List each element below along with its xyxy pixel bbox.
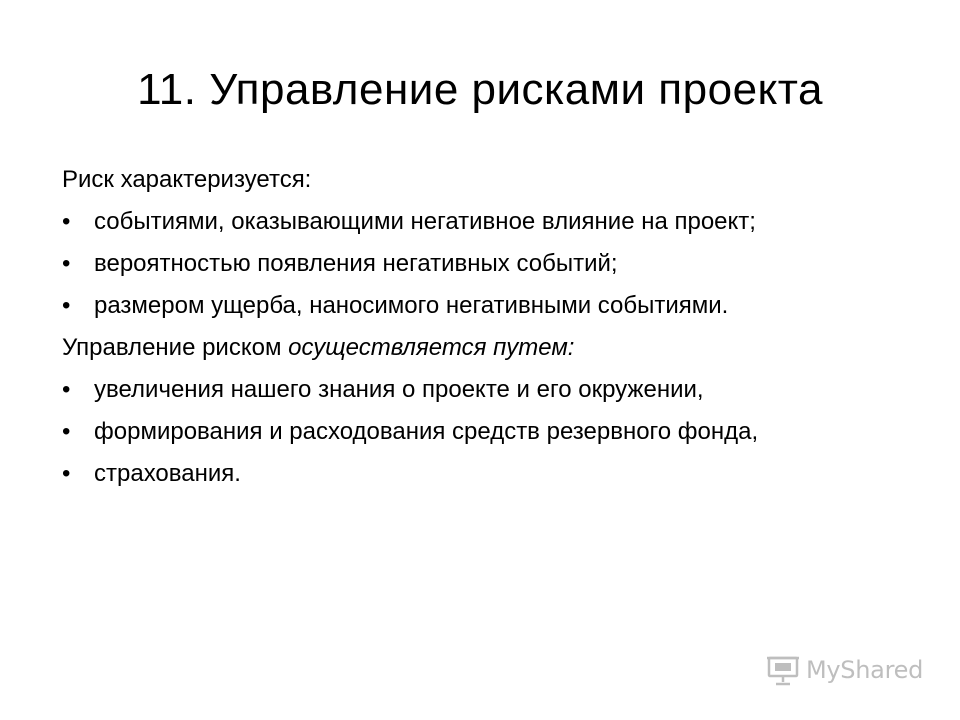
bullet-dot: • xyxy=(62,376,71,403)
bullet-dot: • xyxy=(62,460,71,487)
bullet-dot: • xyxy=(62,250,71,277)
risk-bullet-item xyxy=(62,210,882,234)
bullet-text: страхования. xyxy=(94,460,241,487)
presentation-board-icon xyxy=(766,654,800,686)
management-intro-italic: осуществляется путем: xyxy=(288,334,575,361)
management-intro-plain: Управление риском xyxy=(62,334,289,361)
slide-title: 11. Управление рисками проекта xyxy=(137,65,823,114)
watermark-text: MyShared xyxy=(806,656,924,684)
risk-intro: Риск характеризуется: xyxy=(62,166,312,193)
bullet-text: событиями, оказывающими негативное влияние на проект; xyxy=(94,208,756,235)
management-bullet-item xyxy=(62,420,882,444)
watermark xyxy=(766,652,923,688)
bullet-dot: • xyxy=(62,208,71,235)
bullet-text: увеличения нашего знания о проекте и его окружении, xyxy=(94,376,704,403)
management-intro xyxy=(62,336,882,360)
risk-bullet-item xyxy=(62,252,882,276)
bullet-dot: • xyxy=(62,292,71,319)
slide-body xyxy=(62,168,882,504)
risk-bullet-item xyxy=(62,294,882,318)
management-bullet-item xyxy=(62,462,882,486)
bullet-text: формирования и расходования средств резервного фонда, xyxy=(94,418,759,445)
management-bullet-item xyxy=(62,378,882,402)
bullet-text: размером ущерба, наносимого негативными событиями. xyxy=(94,292,729,319)
bullet-dot: • xyxy=(62,418,71,445)
bullet-text: вероятностью появления негативных событий; xyxy=(94,250,618,277)
